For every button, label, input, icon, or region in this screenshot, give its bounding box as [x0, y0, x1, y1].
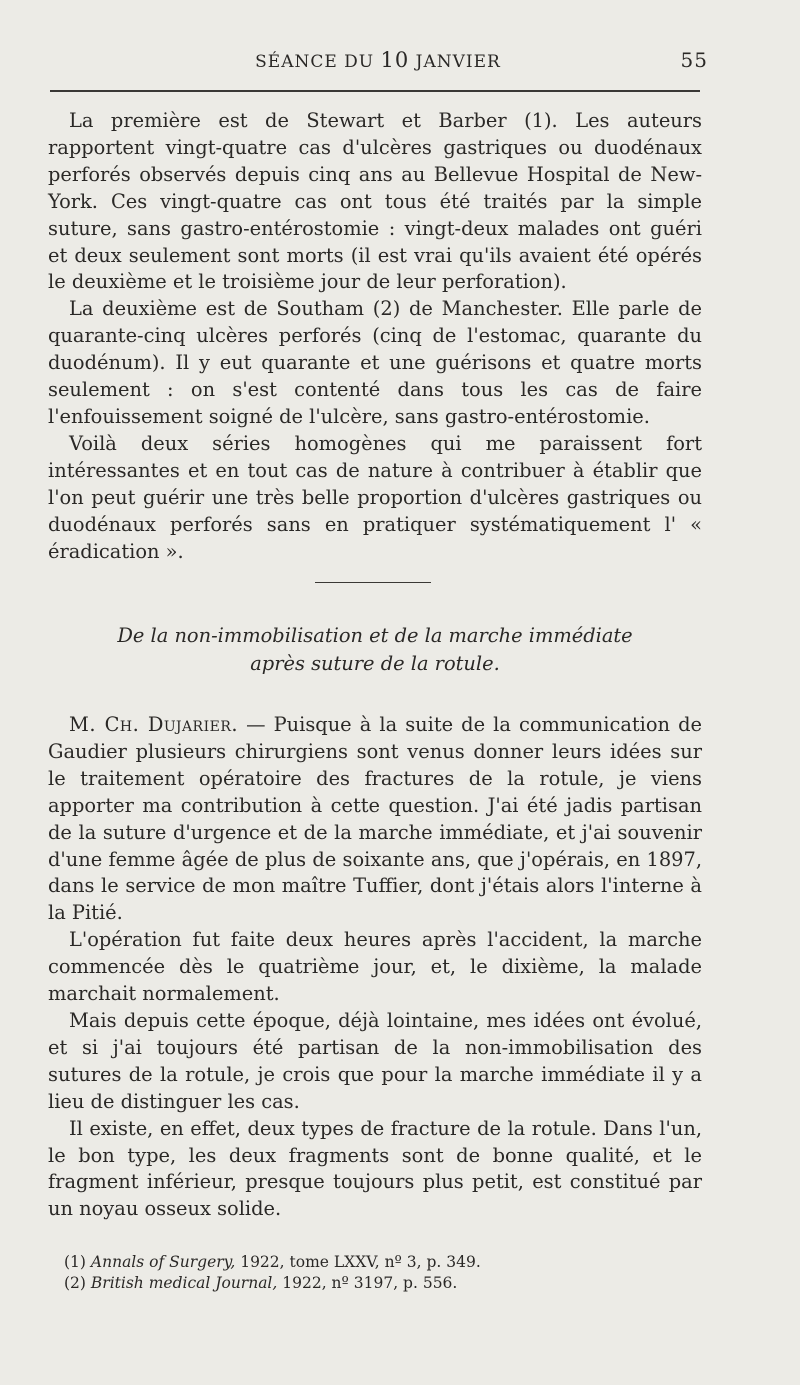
header-rule: [50, 90, 700, 92]
running-title: [48, 48, 708, 72]
running-title-part: JANVIER: [409, 52, 501, 72]
footnote-text: 1922, tome LXXV, nº 3, p. 349.: [235, 1253, 481, 1271]
page-number: 55: [680, 48, 708, 72]
paragraph: [48, 712, 702, 927]
paragraph: L'opération fut faite deux heures après l'accident, la marche commencée dès le quatrième jour, et, le dixième, la malade marchait normalement.: [48, 928, 702, 1006]
footnote-source: British medical Journal,: [90, 1273, 278, 1292]
paragraph: La deuxième est de Southam (2) de Manchester. Elle parle de quarante-cinq ulcères perforés (cinq de l'estomac, quarante du duodénum). Il y eut quarante et une guérisons et quatre morts seulement : on s'est contenté dans tous les cas de faire l'enfouissement soigné de l'ulcère, sans gastro-entérostomie.: [48, 297, 702, 428]
paragraph: Mais depuis cette époque, déjà lointaine, mes idées ont évolué, et si j'ai toujours été partisan de la non-immobilisation des sutures de la rotule, je crois que pour la marche immédiate il y a lieu de distinguer les cas.: [48, 1008, 702, 1113]
footnote-text: 1922, nº 3197, p. 556.: [277, 1273, 458, 1292]
paragraph: Il existe, en effet, deux types de fracture de la rotule. Dans l'un, le bon type, les deux fragments sont de bonne qualité, et le fragment inférieur, presque toujours plus petit, est constitué par un noyau osseux solide.: [48, 1116, 702, 1221]
running-title-date: 10: [380, 48, 410, 72]
footnote-mark: (2): [64, 1273, 86, 1292]
paragraph: Voilà deux séries homogènes qui me paraissent fort intéressantes et en tout cas de nature à contribuer à établir que l'on peut guérir une très belle proportion d'ulcères gastriques ou duodénaux perforés sans en pratiquer systématiquement l' « éradication ».: [48, 431, 702, 563]
section-title-line: après suture de la rotule.: [250, 652, 500, 675]
section-divider: [315, 582, 431, 583]
text-block-discussion: [48, 108, 702, 565]
footnote: [48, 1252, 702, 1273]
page-header: [48, 46, 708, 76]
text-block-communication: [48, 712, 702, 1223]
footnote: [48, 1273, 702, 1294]
footnotes: [48, 1252, 702, 1293]
section-title-line: De la non-immobilisation et de la marche immédiate: [117, 624, 633, 647]
footnote-source: Annals of Surgery,: [90, 1253, 236, 1271]
speaker-name: M. Ch. Dujarier.: [69, 713, 239, 736]
running-title-part: SÉANCE DU: [255, 52, 381, 72]
section-title: [48, 622, 702, 678]
paragraph-text: — Puisque à la suite de la communication de Gaudier plusieurs chirurgiens sont venus donner leurs idées sur le traitement opératoire des fractures de la rotule, je viens apporter ma contribution à cette question. J'ai été jadis partisan de la suture d'urgence et de la marche immédiate, et j'ai souvenir d'une femme âgée de plus de soixante ans, que j'opérais, en 1897, dans le service de mon maître Tuffier, dont j'étais alors l'interne à la Pitié.: [48, 713, 702, 925]
paragraph: La première est de Stewart et Barber (1). Les auteurs rapportent vingt-quatre cas d'ulcères gastriques ou duodénaux perforés observés depuis cinq ans au Bellevue Hospital de New-York. Ces vingt-quatre cas ont tous été traités par la simple suture, sans gastro-entérostomie : vingt-deux malades ont guéri et deux seulement sont morts (il est vrai qu'ils avaient été opérés le deuxième et le troisième jour de leur perforation).: [48, 109, 702, 294]
footnote-mark: (1): [64, 1253, 86, 1271]
